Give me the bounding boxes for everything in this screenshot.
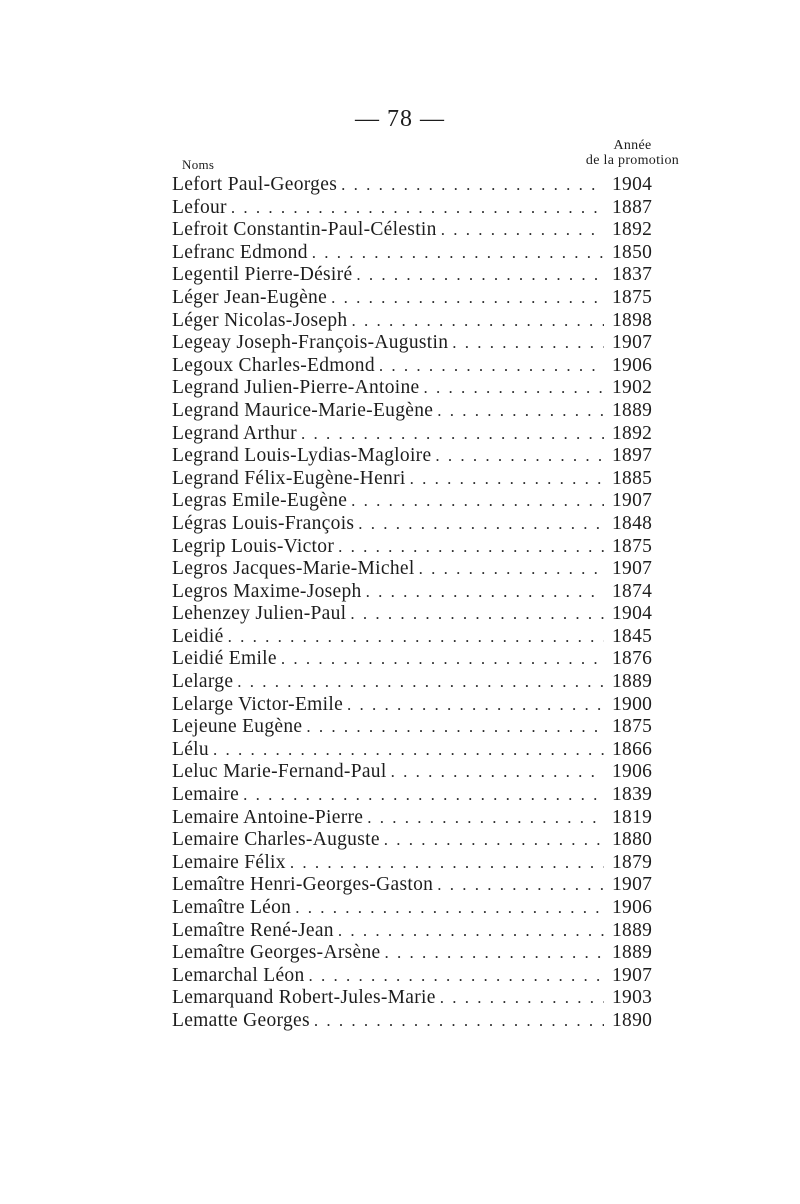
dot-leader	[341, 174, 604, 197]
dot-leader	[281, 648, 604, 671]
list-item	[172, 694, 672, 717]
entry-name: Lematte Georges	[172, 1009, 310, 1031]
dot-leader	[440, 987, 604, 1010]
entry-name: Legrand Arthur	[172, 422, 297, 444]
entry-year: 1890	[612, 1009, 653, 1031]
list-item	[172, 513, 672, 536]
entry-name: Legrand Maurice-Marie-Eugène	[172, 399, 434, 421]
list-item	[172, 897, 672, 920]
entry-name: Léger Jean-Eugène	[172, 286, 328, 308]
dot-leader	[385, 942, 605, 965]
list-item	[172, 332, 672, 355]
dot-leader	[237, 671, 604, 694]
dot-leader	[351, 490, 604, 513]
entry-name: Léger Nicolas-Joseph	[172, 309, 348, 331]
entry-name: Lélu	[172, 738, 209, 760]
list-item	[172, 829, 672, 852]
dot-leader	[452, 332, 604, 355]
dot-leader	[366, 581, 604, 604]
entry-name: Legrand Julien-Pierre-Antoine	[172, 377, 420, 399]
entry-name: Lemaître Georges-Arsène	[172, 942, 381, 964]
entry-year: 1903	[612, 987, 653, 1009]
entry-name: Lemaire Antoine-Pierre	[172, 806, 364, 828]
entry-name: Legras Emile-Eugène	[172, 490, 348, 512]
entry-name: Lemaître Henri-Georges-Gaston	[172, 874, 434, 896]
names-column-header: Noms	[182, 157, 215, 172]
entry-year: 1889	[612, 942, 653, 964]
dot-leader	[309, 965, 604, 988]
entry-name: Legrip Louis-Victor	[172, 535, 335, 557]
entry-name: Legrand Louis-Lydias-Magloire	[172, 445, 432, 467]
entry-year: 1819	[612, 806, 653, 828]
entry-year: 1875	[612, 535, 653, 557]
entry-year: 1897	[612, 445, 653, 467]
list-item	[172, 490, 672, 513]
dot-leader	[356, 264, 604, 287]
dot-leader	[441, 219, 604, 242]
entry-name: Lefranc Edmond	[172, 241, 308, 263]
entry-year: 1907	[612, 490, 653, 512]
entry-name: Lemaire	[172, 784, 240, 806]
entry-name: Leidié Emile	[172, 648, 277, 670]
entry-year: 1837	[612, 264, 653, 286]
entry-year: 1892	[612, 219, 653, 241]
list-item	[172, 310, 672, 333]
entry-year: 1880	[612, 829, 653, 851]
list-item	[172, 355, 672, 378]
entry-year: 1906	[612, 761, 653, 783]
entry-year: 1889	[612, 671, 653, 693]
list-item	[172, 536, 672, 559]
entry-year: 1874	[612, 580, 653, 602]
list-item	[172, 852, 672, 875]
list-item	[172, 1010, 672, 1033]
dot-leader	[351, 310, 604, 333]
entry-year: 1848	[612, 512, 653, 534]
entry-year: 1875	[612, 286, 653, 308]
list-item	[172, 920, 672, 943]
dot-leader	[295, 897, 604, 920]
promotion-list	[172, 174, 672, 1033]
entry-year: 1907	[612, 874, 653, 896]
dot-leader	[213, 739, 604, 762]
entry-year: 1887	[612, 196, 653, 218]
list-item	[172, 445, 672, 468]
entry-year: 1907	[612, 332, 653, 354]
entry-year: 1900	[612, 693, 653, 715]
entry-year: 1904	[612, 174, 653, 195]
dot-leader	[231, 197, 604, 220]
year-header-line1: Année	[613, 138, 652, 153]
entry-year: 1892	[612, 422, 653, 444]
entry-year: 1875	[612, 716, 653, 738]
page-number: — 78 —	[355, 106, 445, 132]
list-item	[172, 581, 672, 604]
list-item	[172, 174, 672, 197]
dot-leader	[331, 287, 604, 310]
entry-name: Lemarquand Robert-Jules-Marie	[172, 987, 436, 1009]
entry-year: 1907	[612, 964, 653, 986]
entry-name: Lemaître René-Jean	[172, 919, 334, 941]
entry-name: Lemarchal Léon	[172, 964, 305, 986]
dot-leader	[347, 694, 604, 717]
entry-name: Legros Maxime-Joseph	[172, 580, 362, 602]
entry-year: 1876	[612, 648, 653, 670]
list-item	[172, 558, 672, 581]
list-item	[172, 242, 672, 265]
list-item	[172, 377, 672, 400]
dot-leader	[391, 761, 604, 784]
dot-leader	[338, 920, 604, 943]
dot-leader	[419, 558, 604, 581]
entry-year: 1889	[612, 399, 653, 421]
entry-year: 1885	[612, 467, 653, 489]
dot-leader	[437, 400, 604, 423]
dot-leader	[410, 468, 604, 491]
entry-name: Leluc Marie-Fernand-Paul	[172, 761, 387, 783]
list-item	[172, 197, 672, 220]
dot-leader	[437, 874, 604, 897]
dot-leader	[314, 1010, 604, 1033]
dot-leader	[367, 807, 604, 830]
entry-name: Lefort Paul-Georges	[172, 174, 338, 195]
dot-leader	[312, 242, 604, 265]
entry-year: 1907	[612, 558, 653, 580]
entry-year: 1866	[612, 738, 653, 760]
entry-name: Lemaire Félix	[172, 851, 286, 873]
entry-name: Legros Jacques-Marie-Michel	[172, 558, 415, 580]
dot-leader	[301, 423, 604, 446]
entry-name: Lelarge Victor-Emile	[172, 693, 344, 715]
dot-leader	[424, 377, 605, 400]
dot-leader	[435, 445, 604, 468]
dot-leader	[379, 355, 604, 378]
list-item	[172, 761, 672, 784]
dot-leader	[384, 829, 604, 852]
dot-leader	[306, 716, 604, 739]
dot-leader	[243, 784, 604, 807]
year-header-line2: de la promotion	[585, 153, 680, 168]
entry-name: Lefour	[172, 196, 227, 218]
list-item	[172, 874, 672, 897]
entry-name: Lemaire Charles-Auguste	[172, 829, 380, 851]
entry-name: Lefroit Constantin-Paul-Célestin	[172, 219, 437, 241]
list-item	[172, 264, 672, 287]
list-item	[172, 739, 672, 762]
list-item	[172, 423, 672, 446]
dot-leader	[350, 603, 604, 626]
list-item	[172, 716, 672, 739]
dot-leader	[338, 536, 604, 559]
list-item	[172, 807, 672, 830]
entry-year: 1839	[612, 784, 653, 806]
year-column-header	[555, 138, 710, 168]
list-item	[172, 603, 672, 626]
list-item	[172, 784, 672, 807]
entry-year: 1845	[612, 625, 653, 647]
entry-year: 1906	[612, 897, 653, 918]
entry-name: Lehenzey Julien-Paul	[172, 603, 347, 625]
list-item	[172, 671, 672, 694]
list-item	[172, 400, 672, 423]
dot-leader	[290, 852, 604, 875]
list-item	[172, 219, 672, 242]
entry-name: Legoux Charles-Edmond	[172, 354, 375, 376]
dot-leader	[358, 513, 604, 536]
entry-name: Légras Louis-François	[172, 512, 355, 534]
entry-year: 1906	[612, 354, 653, 376]
entry-name: Leidié	[172, 625, 224, 647]
entry-name: Legentil Pierre-Désiré	[172, 264, 353, 286]
list-item	[172, 648, 672, 671]
entry-year: 1850	[612, 241, 653, 263]
list-item	[172, 626, 672, 649]
entry-year: 1889	[612, 919, 653, 941]
entry-name: Lelarge	[172, 671, 234, 693]
entry-name: Legrand Félix-Eugène-Henri	[172, 467, 406, 489]
entry-year: 1904	[612, 603, 653, 625]
entry-year: 1902	[612, 377, 653, 399]
entry-year: 1879	[612, 851, 653, 873]
list-item	[172, 468, 672, 491]
entry-year: 1898	[612, 309, 653, 331]
list-item	[172, 987, 672, 1010]
dot-leader	[228, 626, 604, 649]
entry-name: Legeay Joseph-François-Augustin	[172, 332, 449, 354]
entry-name: Lemaître Léon	[172, 897, 292, 918]
entry-name: Lejeune Eugène	[172, 716, 303, 738]
list-item	[172, 942, 672, 965]
list-item	[172, 965, 672, 988]
list-item	[172, 287, 672, 310]
